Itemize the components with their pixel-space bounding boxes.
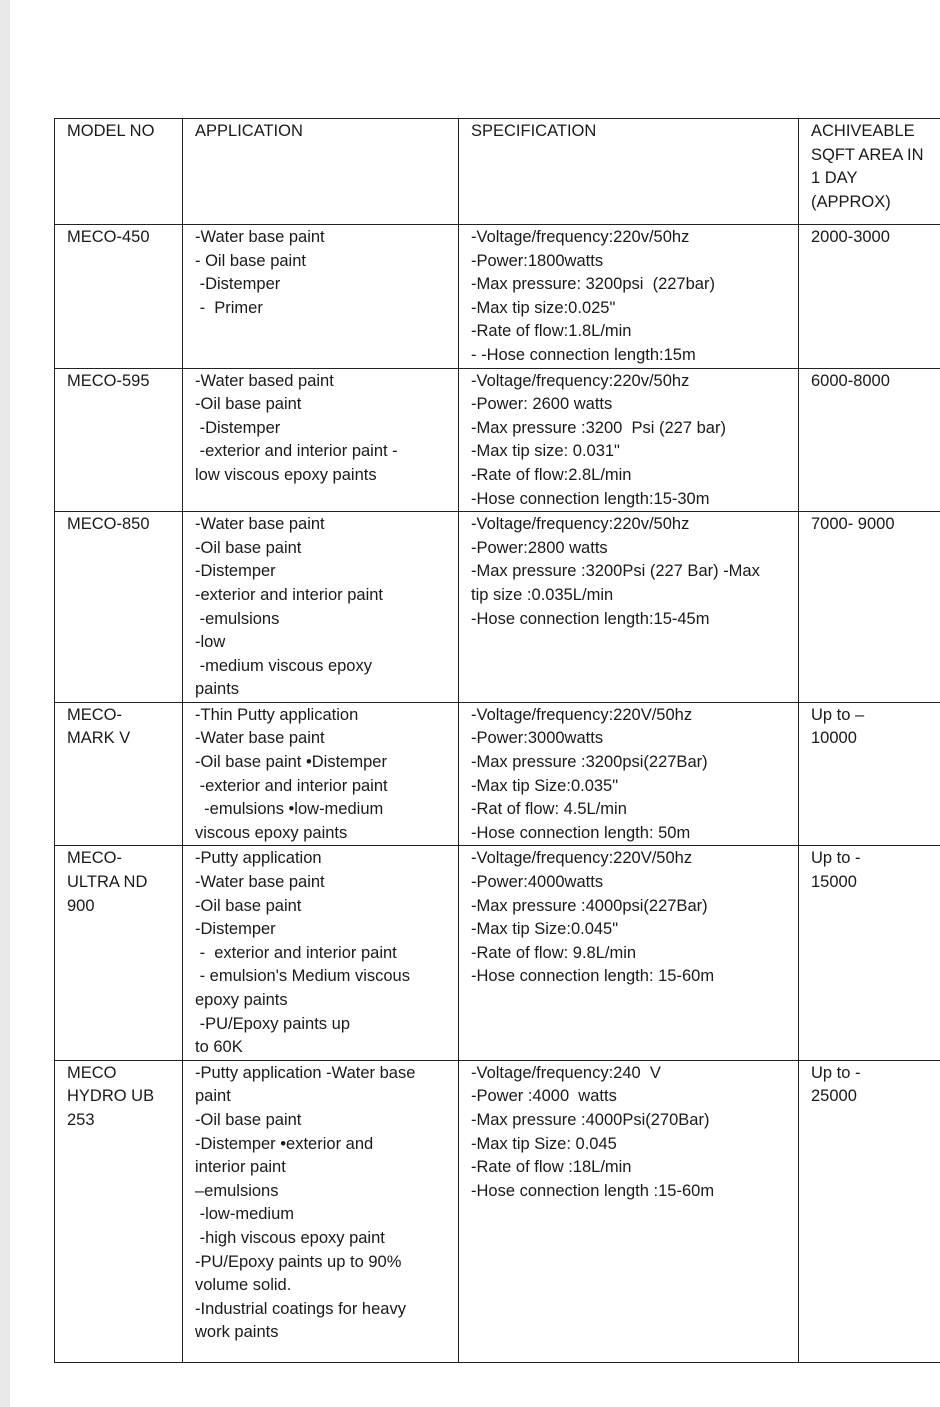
header-specification: SPECIFICATION <box>459 119 799 225</box>
specification-cell-line: -Voltage/frequency:220v/50hz <box>471 228 690 246</box>
model-cell <box>55 512 183 703</box>
table-row <box>55 1060 940 1362</box>
table-row <box>55 702 940 846</box>
specification-cell-line: tip size :0.035L/min <box>471 585 614 604</box>
table-row <box>55 512 940 703</box>
specification-cell-line: -Power:2800 watts <box>471 538 608 557</box>
model-cell <box>55 702 183 846</box>
model-cell <box>55 225 183 369</box>
specification-cell-line: -Max pressure: 3200psi (227bar) <box>471 275 715 294</box>
model-cell-line: HYDRO UB <box>67 1087 155 1106</box>
application-cell-line: -Distemper <box>195 920 276 939</box>
area-cell-line: 10000 <box>811 729 857 748</box>
application-cell <box>183 512 459 703</box>
application-cell-line: -low-medium <box>195 1205 295 1224</box>
area-cell-line: 15000 <box>811 873 857 892</box>
specification-cell-line: -Hose connection length: 15-60m <box>471 967 715 986</box>
application-cell-line: -low <box>195 633 226 652</box>
model-cell-line: MECO <box>67 1063 117 1082</box>
application-cell-line: -PU/Epoxy paints up <box>195 1014 350 1033</box>
application-cell-line: -Putty application <box>195 849 322 868</box>
application-cell-line: -Water based paint <box>195 371 334 390</box>
area-cell <box>799 846 940 1060</box>
specification-cell-line: -Voltage/frequency:220V/50hz <box>471 849 693 868</box>
area-cell <box>799 512 940 703</box>
specification-cell <box>459 702 799 846</box>
area-cell <box>799 368 940 512</box>
specification-cell <box>459 512 799 703</box>
application-cell-line: -Industrial coatings for heavy <box>195 1299 406 1318</box>
application-cell <box>183 1060 459 1362</box>
spray-machine-spec-table <box>54 118 940 1363</box>
model-cell-line: ULTRA ND <box>67 873 148 892</box>
specification-cell-line: -Power:1800watts <box>471 251 604 270</box>
application-cell-line: -Putty application -Water base <box>195 1063 416 1082</box>
model-cell-line: MECO- <box>67 849 122 868</box>
area-cell-line: 7000- 9000 <box>811 515 895 534</box>
specification-cell-line: -Max pressure :3200 Psi (227 bar) <box>471 418 726 437</box>
model-cell <box>55 1060 183 1362</box>
area-cell <box>799 225 940 369</box>
specification-cell-line: -Max pressure :4000psi(227Bar) <box>471 896 708 915</box>
model-cell-line: MECO-850 <box>67 515 150 534</box>
table-row <box>55 225 940 369</box>
application-cell-line: interior paint <box>195 1158 286 1177</box>
application-cell-line: -Distemper <box>195 418 281 437</box>
application-cell-line: low viscous epoxy paints <box>195 465 377 484</box>
application-cell-line: epoxy paints <box>195 991 288 1009</box>
application-cell-line: -Water base paint <box>195 873 325 892</box>
area-cell <box>799 702 940 846</box>
application-cell-line: -Distemper <box>195 275 281 294</box>
application-cell <box>183 846 459 1060</box>
specification-cell-line: -Max pressure :4000Psi(270Bar) <box>471 1110 710 1129</box>
application-cell <box>183 368 459 512</box>
specification-cell-line: -Rate of flow:2.8L/min <box>471 465 632 484</box>
application-cell-line: -Distemper •exterior and <box>195 1134 374 1153</box>
specification-cell-line: -Voltage/frequency:220v/50hz <box>471 515 690 534</box>
application-cell-line: -Distemper <box>195 562 276 581</box>
application-cell-line: work paints <box>195 1323 279 1342</box>
application-cell-line: - Primer <box>195 298 263 317</box>
header-model-no: MODEL NO <box>55 119 183 225</box>
specification-cell-line: - -Hose connection length:15m <box>471 345 696 364</box>
application-cell-line: volume solid. <box>195 1276 292 1295</box>
specification-cell-line: -Rate of flow:1.8L/min <box>471 322 632 341</box>
document-page <box>10 0 940 1407</box>
application-cell-line: -Thin Putty application <box>195 705 359 724</box>
model-cell-line: MARK V <box>67 729 131 748</box>
application-cell-line: -Water base paint <box>195 228 325 246</box>
application-cell-line: paints <box>195 680 240 699</box>
application-cell-line: - exterior and interior paint <box>195 943 397 962</box>
application-cell-line: –emulsions <box>195 1181 279 1200</box>
specification-cell-line: -Power:3000watts <box>471 729 604 748</box>
specification-cell <box>459 368 799 512</box>
application-cell-line: - emulsion's Medium viscous <box>195 967 410 986</box>
model-cell-line: MECO- <box>67 705 122 724</box>
specification-cell-line: -Rate of flow: 9.8L/min <box>471 943 637 962</box>
specification-cell-line: -Max tip size: 0.031" <box>471 442 620 461</box>
application-cell-line: -PU/Epoxy paints up to 90% <box>195 1252 402 1271</box>
specification-cell-line: -Voltage/frequency:220v/50hz <box>471 371 690 390</box>
specification-cell-line: -Hose connection length:15-45m <box>471 609 710 628</box>
specification-cell <box>459 846 799 1060</box>
application-cell-line: -Water base paint <box>195 515 325 534</box>
specification-cell-line: -Max pressure :3200psi(227Bar) <box>471 753 708 772</box>
model-cell-line: 900 <box>67 896 95 915</box>
model-cell-line: MECO-595 <box>67 371 150 390</box>
application-cell-line: -emulsions <box>195 609 280 628</box>
area-cell-line: Up to – <box>811 705 865 724</box>
header-achievable-area: ACHIVEABLE SQFT AREA IN 1 DAY (APPROX) <box>799 119 940 225</box>
application-cell-line: -Oil base paint <box>195 1110 302 1129</box>
application-cell-line: -Oil base paint <box>195 896 302 915</box>
application-cell-line: -exterior and interior paint - <box>195 442 398 461</box>
model-cell-line: 253 <box>67 1110 95 1129</box>
application-cell-line: - Oil base paint <box>195 251 306 270</box>
area-cell <box>799 1060 940 1362</box>
application-cell-line: -Oil base paint <box>195 395 302 414</box>
specification-cell-line: -Rat of flow: 4.5L/min <box>471 800 627 819</box>
specification-cell-line: -Power :4000 watts <box>471 1087 617 1106</box>
specification-cell-line: -Rate of flow :18L/min <box>471 1158 632 1177</box>
area-cell-line: 2000-3000 <box>811 228 890 246</box>
application-cell-line: -high viscous epoxy paint <box>195 1228 385 1247</box>
application-cell-line: -exterior and interior paint <box>195 776 388 795</box>
specification-cell-line: -Max tip Size:0.035" <box>471 776 619 795</box>
model-cell <box>55 846 183 1060</box>
specification-cell-line: -Max tip Size: 0.045 <box>471 1134 617 1153</box>
specification-cell-line: -Max tip Size:0.045" <box>471 920 619 939</box>
application-cell-line: -emulsions •low-medium <box>195 800 384 819</box>
header-application: APPLICATION <box>183 119 459 225</box>
specification-cell-line: -Hose connection length: 50m <box>471 823 691 842</box>
application-cell-line: viscous epoxy paints <box>195 823 348 842</box>
specification-cell-line: -Power:4000watts <box>471 873 604 892</box>
table-row <box>55 368 940 512</box>
application-cell-line: -Oil base paint •Distemper <box>195 753 387 772</box>
table-row <box>55 846 940 1060</box>
table-header-row <box>55 119 940 225</box>
specification-cell <box>459 225 799 369</box>
application-cell <box>183 702 459 846</box>
application-cell-line: to 60K <box>195 1038 243 1057</box>
application-cell-line: -Oil base paint <box>195 538 302 557</box>
specification-cell-line: -Hose connection length:15-30m <box>471 489 710 508</box>
specification-cell-line: -Max tip size:0.025" <box>471 298 616 317</box>
area-cell-line: Up to - <box>811 1063 861 1082</box>
application-cell-line: -medium viscous epoxy <box>195 656 372 675</box>
specification-cell <box>459 1060 799 1362</box>
specification-cell-line: -Voltage/frequency:220V/50hz <box>471 705 693 724</box>
application-cell-line: paint <box>195 1087 231 1106</box>
area-cell-line: 6000-8000 <box>811 371 890 390</box>
specification-cell-line: -Max pressure :3200Psi (227 Bar) -Max <box>471 562 760 581</box>
specification-cell-line: -Power: 2600 watts <box>471 395 613 414</box>
model-cell <box>55 368 183 512</box>
area-cell-line: Up to - <box>811 849 861 868</box>
application-cell <box>183 225 459 369</box>
specification-cell-line: -Hose connection length :15-60m <box>471 1181 715 1200</box>
application-cell-line: -Water base paint <box>195 729 325 748</box>
specification-cell-line: -Voltage/frequency:240 V <box>471 1063 661 1082</box>
model-cell-line: MECO-450 <box>67 228 150 246</box>
application-cell-line: -exterior and interior paint <box>195 585 384 604</box>
area-cell-line: 25000 <box>811 1087 857 1106</box>
